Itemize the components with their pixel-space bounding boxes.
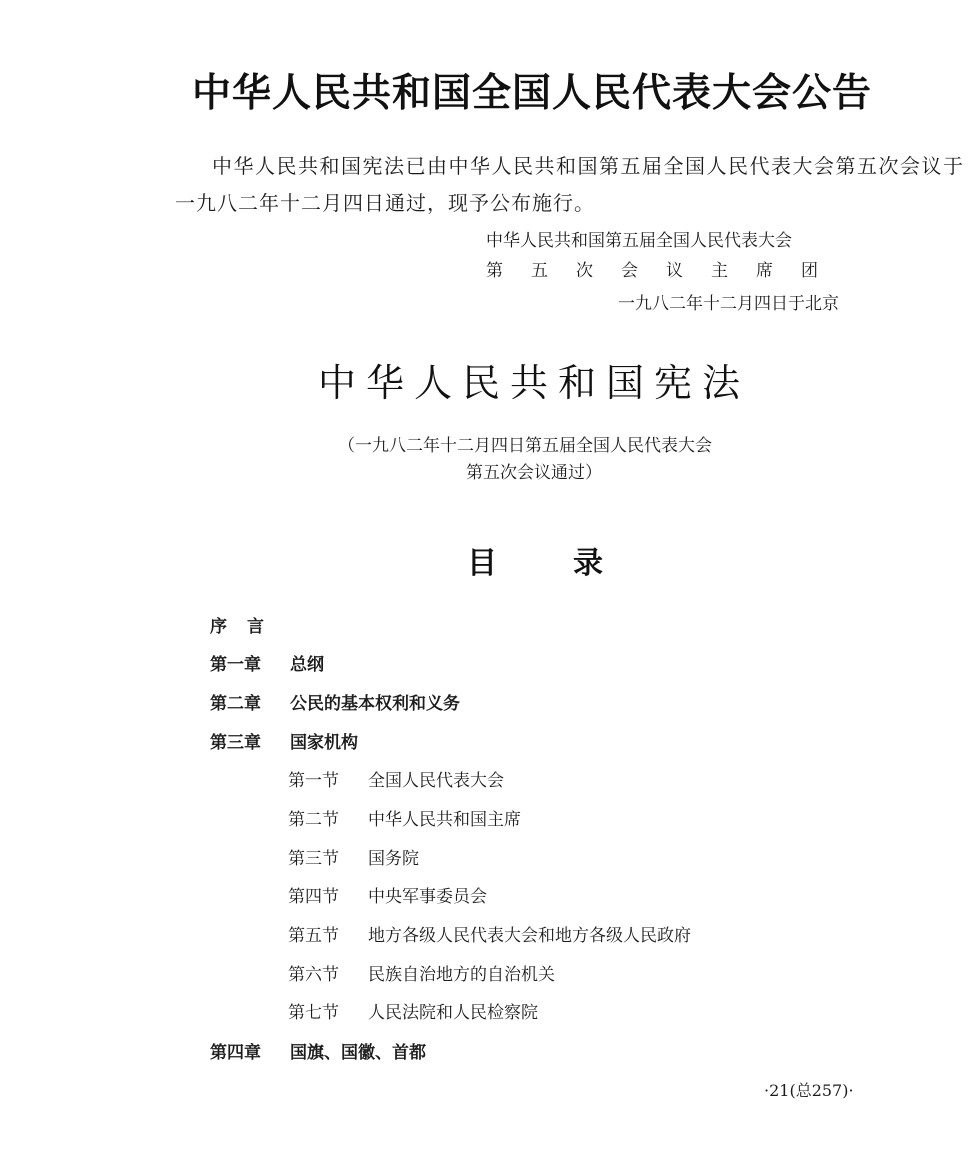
toc-section-title: 中华人民共和国主席 [368,810,521,830]
toc-section-label: 第六节 [288,965,339,985]
toc-section-title: 中央军事委员会 [368,887,487,907]
toc-chapter-label: 第二章 [210,694,261,714]
toc-section-title: 地方各级人民代表大会和地方各级人民政府 [368,926,691,946]
notice-body-line-1: 中华人民共和国宪法已由中华人民共和国第五届全国人民代表大会第五次会议于 [212,154,965,178]
toc-chapter-label: 第一章 [210,655,261,675]
toc-section-label: 第七节 [288,1003,339,1023]
toc-chapter-title: 总纲 [290,655,324,675]
toc-section-label: 第五节 [288,926,339,946]
toc-section-label: 第三节 [288,849,339,869]
toc-title: 目录 [467,546,679,581]
toc-section-label: 第二节 [288,810,339,830]
notice-title: 中华人民共和国全国人民代表大会公告 [192,71,873,116]
adoption-note-line-2: 第五次会议通过） [466,463,602,483]
page-number: ·21(总257)· [764,1081,854,1100]
toc-preface-label: 序言 [210,617,284,637]
toc-chapter-title: 公民的基本权利和义务 [290,694,460,714]
signatory-line-2: 第五次会议主席团 [486,261,846,281]
constitution-title: 中华人民共和国宪法 [318,361,751,405]
toc-section-title: 民族自治地方的自治机关 [368,965,555,985]
toc-chapter-title: 国旗、国徽、首都 [290,1043,426,1063]
toc-chapter-label: 第四章 [210,1043,261,1063]
toc-section-label: 第一节 [288,771,339,791]
toc-section-label: 第四节 [288,887,339,907]
notice-body-line-2: 一九八二年十二月四日通过，现予公布施行。 [175,191,595,215]
toc-chapter-title: 国家机构 [290,733,358,753]
toc-chapter-label: 第三章 [210,733,261,753]
toc-section-title: 人民法院和人民检察院 [368,1003,538,1023]
toc-section-title: 全国人民代表大会 [368,771,504,791]
signatory-line-1: 中华人民共和国第五届全国人民代表大会 [486,231,792,251]
adoption-note-line-1: （一九八二年十二月四日第五届全国人民代表大会 [338,436,712,456]
notice-date: 一九八二年十二月四日于北京 [618,294,839,314]
toc-section-title: 国务院 [368,849,419,869]
